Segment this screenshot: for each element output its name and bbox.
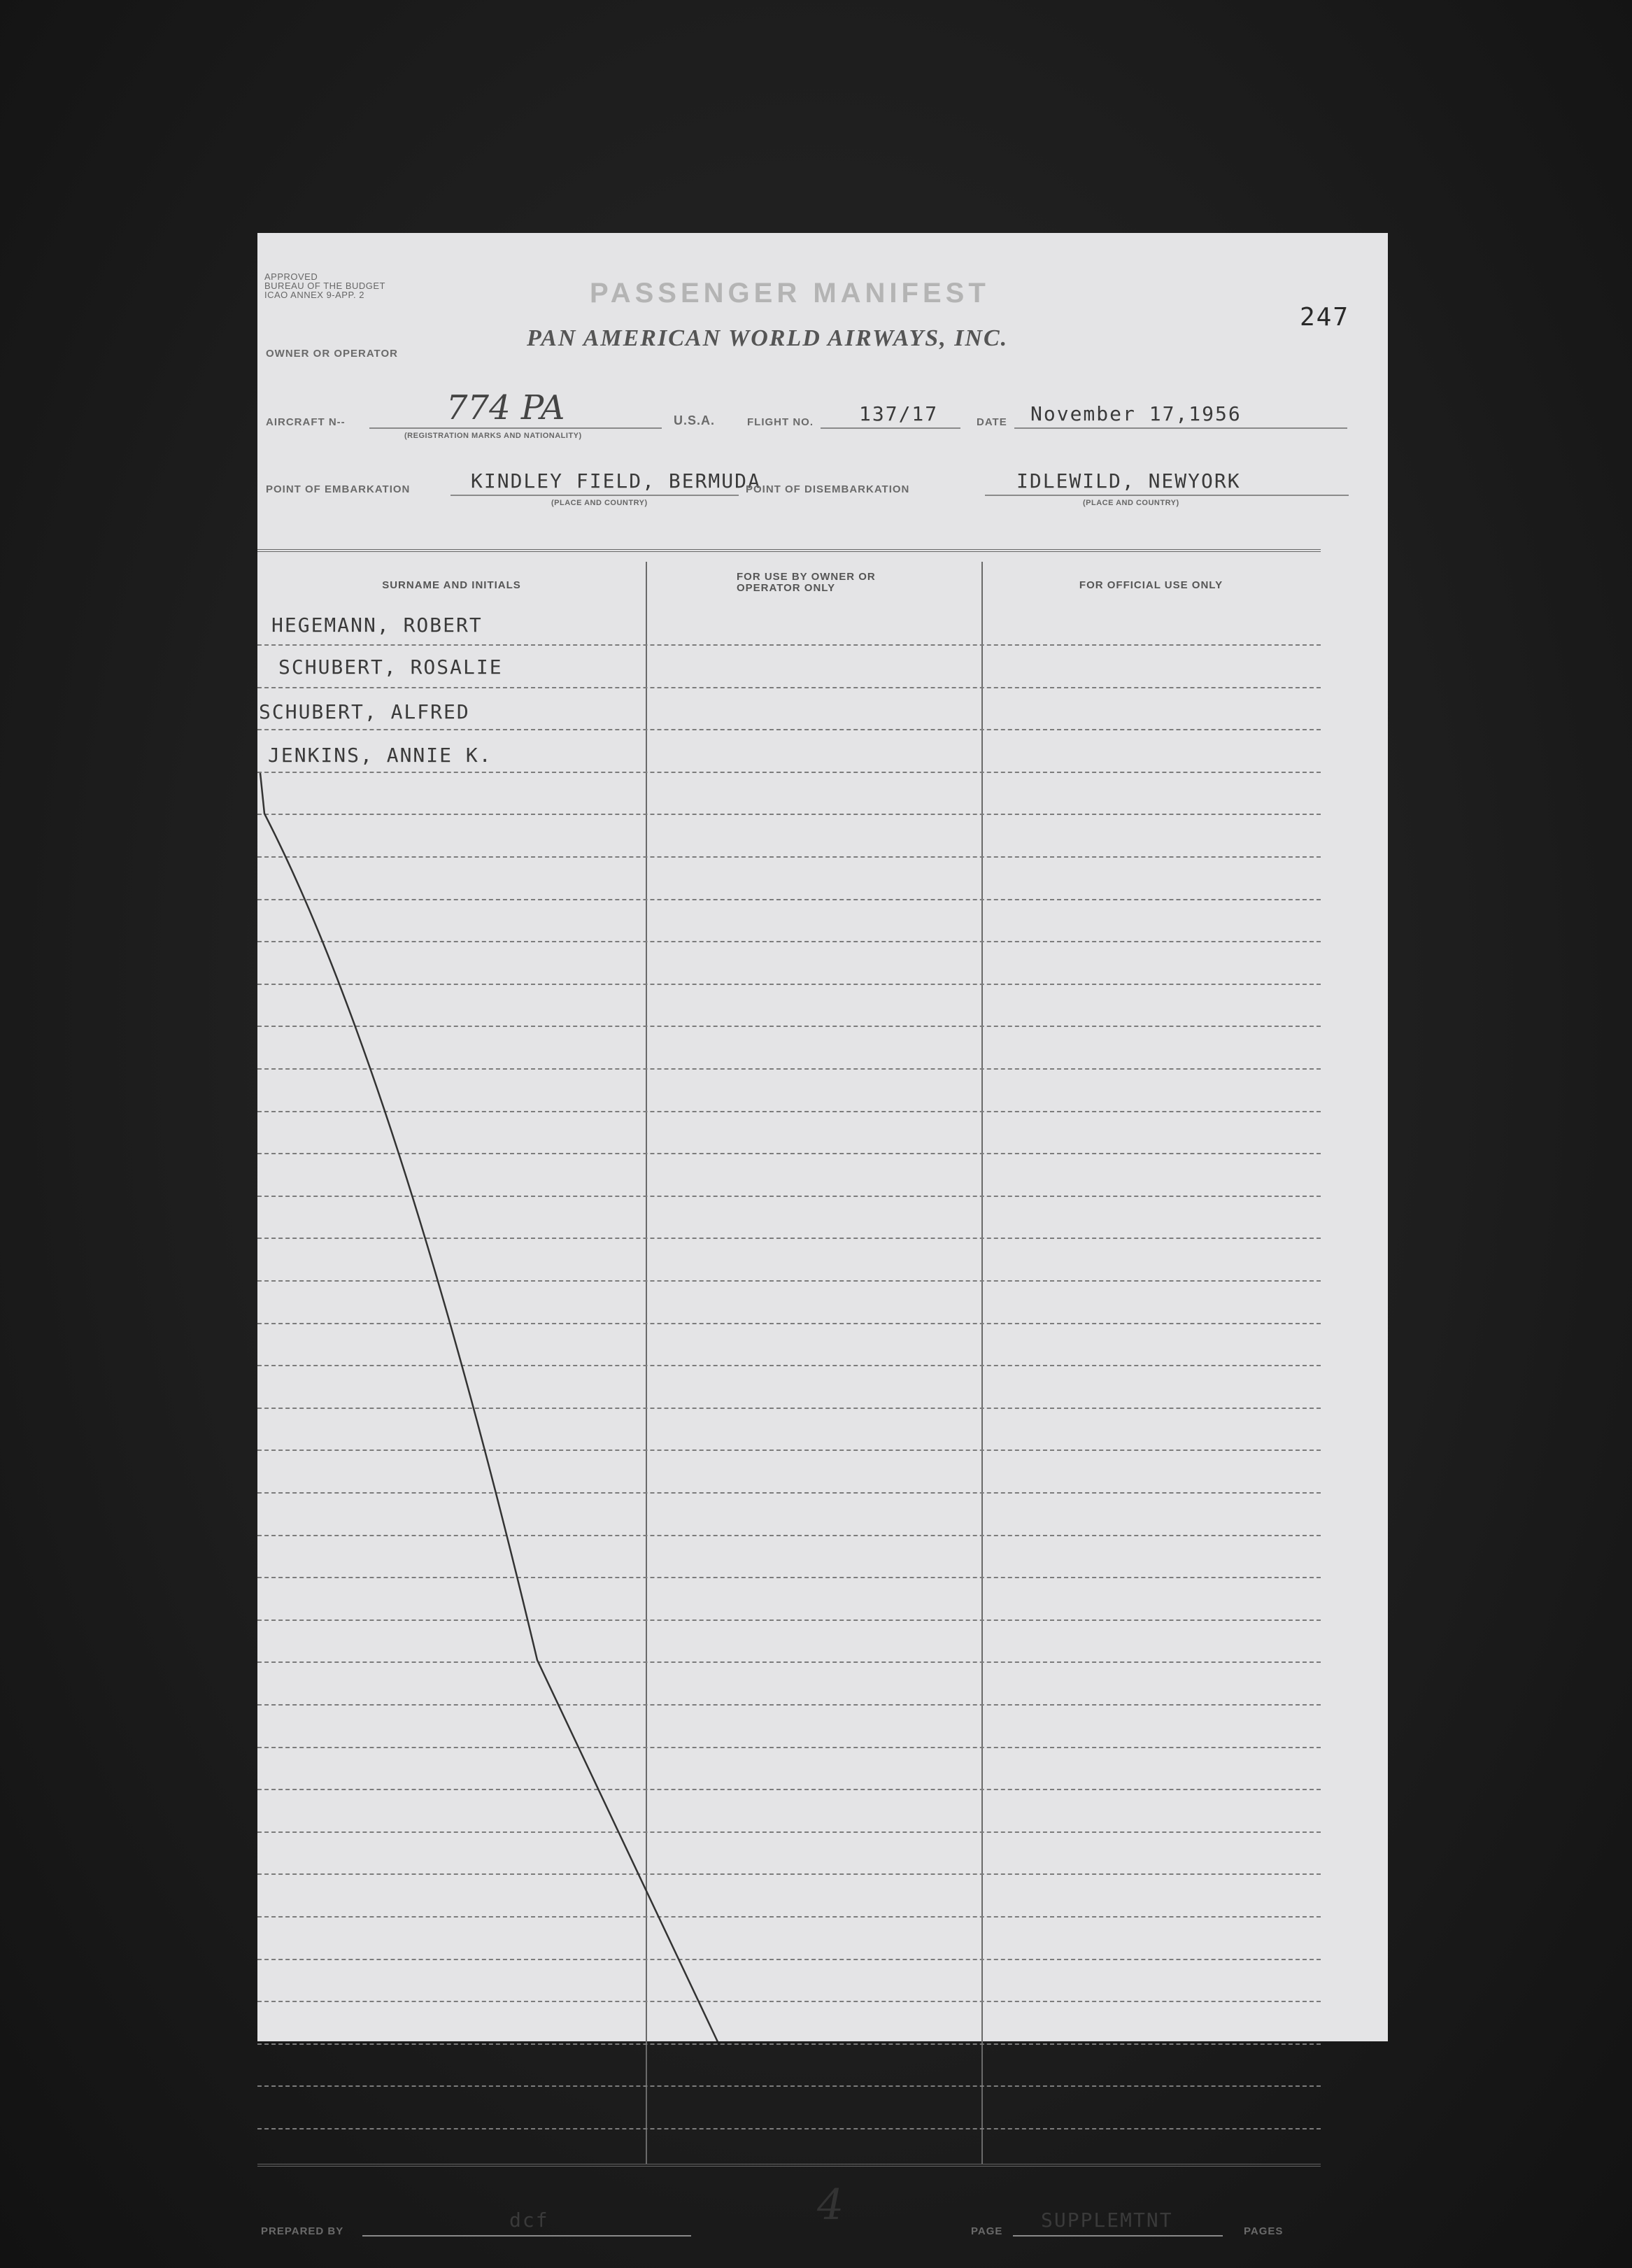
page-value: SUPPLEMTNT	[1041, 2209, 1173, 2232]
passenger-row-3: SCHUBERT, ALFRED	[259, 700, 470, 723]
header-surname: SURNAME AND INITIALS	[382, 579, 521, 591]
registration-caption: (REGISTRATION MARKS AND NATIONALITY)	[404, 432, 582, 440]
prepared-value: dcf	[509, 2209, 549, 2232]
disembark-caption: (PLACE AND COUNTRY)	[1083, 499, 1179, 507]
table-bottom-rule	[257, 2164, 1321, 2167]
date-label: DATE	[977, 416, 1007, 428]
table-rule	[257, 2128, 1321, 2129]
operator-name: PAN AMERICAN WORLD AIRWAYS, INC.	[527, 325, 1009, 351]
prepared-underline	[362, 2235, 691, 2237]
prepared-label: PREPARED BY	[261, 2225, 344, 2237]
manifest-page	[257, 233, 1388, 2237]
header-owner-use: FOR USE BY OWNER OR OPERATOR ONLY	[737, 571, 876, 594]
embark-value: KINDLEY FIELD, BERMUDA	[471, 469, 761, 492]
usa-label: U.S.A.	[674, 413, 716, 427]
disembark-label: POINT OF DISEMBARKATION	[746, 483, 910, 495]
total-value: 4	[817, 2181, 844, 2230]
flight-value: 137/17	[859, 402, 939, 425]
passenger-row-2: SCHUBERT, ROSALIE	[278, 655, 503, 679]
pages-label: PAGES	[1244, 2225, 1284, 2237]
owner-label: OWNER OR OPERATOR	[266, 348, 398, 360]
page-number: 247	[1300, 303, 1350, 332]
flight-label: FLIGHT NO.	[747, 416, 814, 428]
cancellation-line	[257, 233, 1388, 2041]
header-official-use: FOR OFFICIAL USE ONLY	[1079, 579, 1223, 591]
disembark-value: IDLEWILD, NEWYORK	[1016, 469, 1241, 492]
table-rule	[257, 2085, 1321, 2087]
page-underline	[1013, 2235, 1223, 2237]
page-label: PAGE	[971, 2225, 1003, 2237]
aircraft-value: 774 PA	[446, 388, 565, 427]
passenger-row-1: HEGEMANN, ROBERT	[271, 614, 483, 637]
form-title: PASSENGER MANIFEST	[590, 278, 990, 309]
embark-label: POINT OF EMBARKATION	[266, 483, 411, 495]
embark-caption: (PLACE AND COUNTRY)	[551, 499, 648, 507]
date-value: November 17,1956	[1030, 402, 1242, 425]
passenger-row-4: JENKINS, ANNIE K.	[268, 744, 492, 767]
table-rule	[257, 2043, 1321, 2045]
aircraft-label: AIRCRAFT N--	[266, 416, 346, 428]
approval-stamp: APPROVED BUREAU OF THE BUDGET ICAO ANNEX 9-APP. 2	[264, 271, 386, 300]
